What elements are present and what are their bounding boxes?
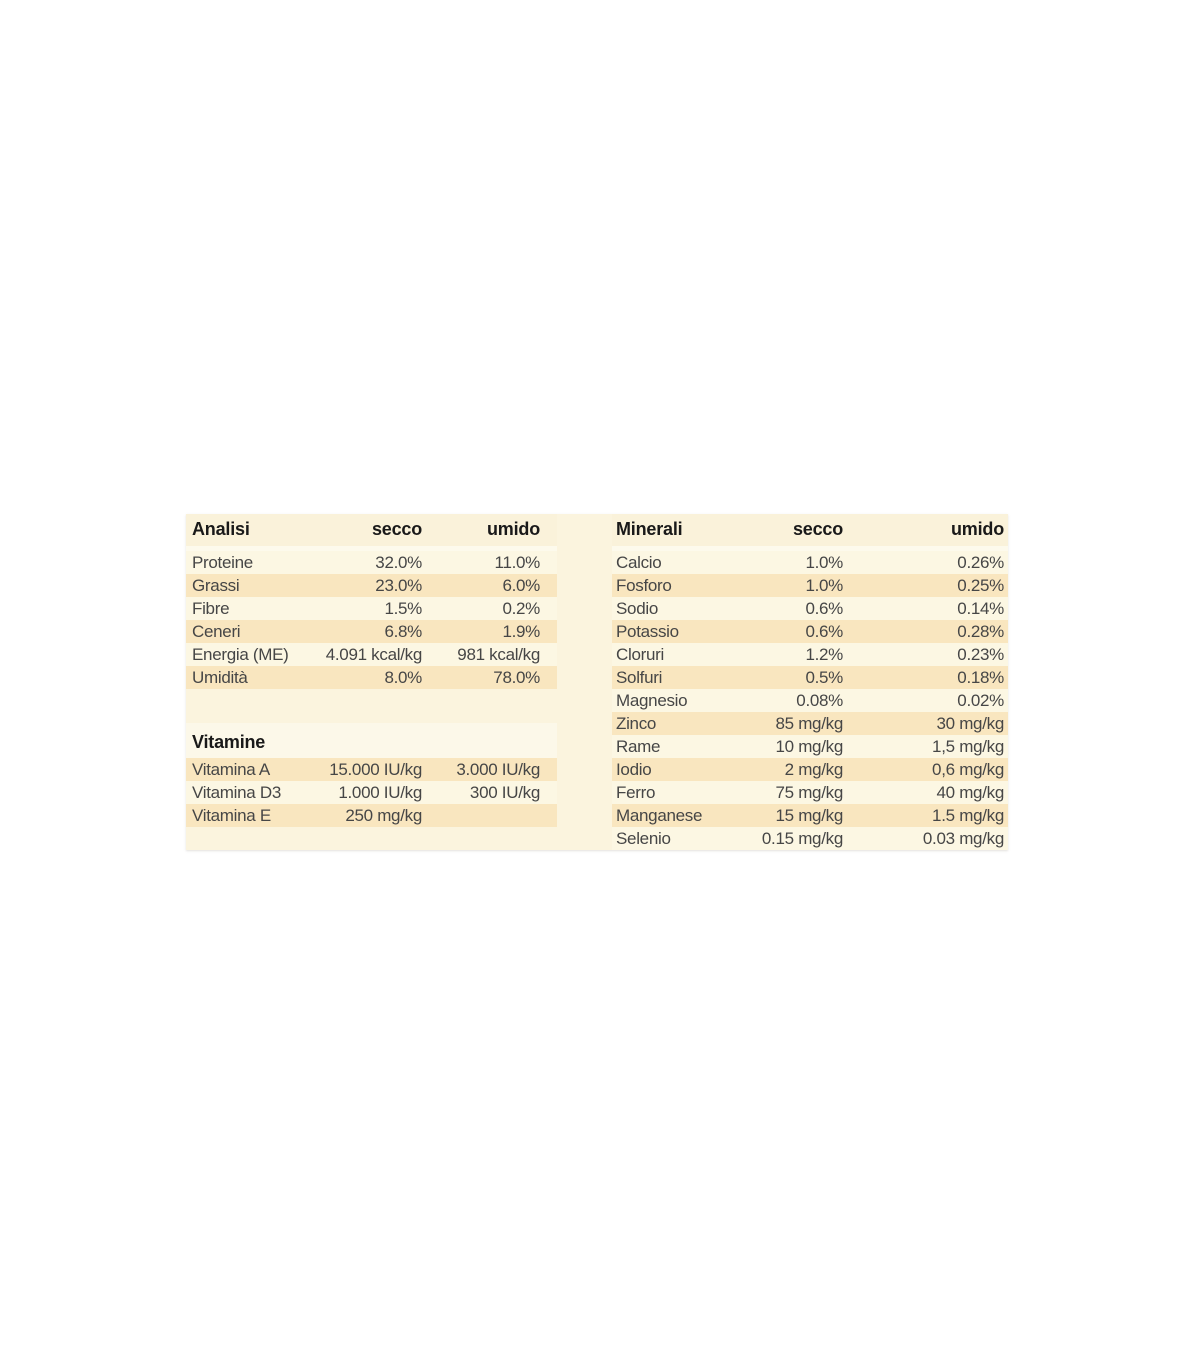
row-label: Cloruri <box>616 645 664 664</box>
umido-value: 0.2% <box>502 599 540 618</box>
umido-value: 40 mg/kg <box>936 783 1004 802</box>
umido-value: 1.9% <box>502 622 540 641</box>
umido-value: 300 IU/kg <box>469 783 540 802</box>
umido-value: 0.14% <box>957 599 1004 618</box>
row-energia <box>186 643 557 666</box>
secco-value: 2 mg/kg <box>784 760 843 779</box>
secco-value: 0.08% <box>796 691 843 710</box>
secco-value: 6.8% <box>384 622 422 641</box>
row-manganese <box>612 804 1008 827</box>
row-iodio <box>612 758 1008 781</box>
secco-value: 75 mg/kg <box>775 783 843 802</box>
secco-value: 4.091 kcal/kg <box>325 645 422 664</box>
row-label: Sodio <box>616 599 658 618</box>
analisi-header-row <box>186 514 557 551</box>
umido-value: 1,5 mg/kg <box>932 737 1004 756</box>
row-label: Iodio <box>616 760 652 779</box>
umido-value: 0.26% <box>957 553 1004 572</box>
secco-value: 0.5% <box>805 668 843 687</box>
row-vitamina-e <box>186 804 557 827</box>
row-cloruri <box>612 643 1008 666</box>
column-header-secco: secco <box>371 519 422 539</box>
row-ceneri <box>186 620 557 643</box>
row-magnesio <box>612 689 1008 712</box>
umido-value: 0.28% <box>957 622 1004 641</box>
umido-value: 30 mg/kg <box>936 714 1004 733</box>
bottom-filler <box>186 827 557 850</box>
umido-value: 1.5 mg/kg <box>932 806 1004 825</box>
row-label: Magnesio <box>616 691 688 710</box>
secco-value: 1.5% <box>384 599 422 618</box>
secco-value: 15.000 IU/kg <box>329 760 422 779</box>
vitamine-heading: Vitamine <box>186 723 557 758</box>
column-header-umido: umido <box>487 519 540 539</box>
secco-value: 8.0% <box>384 668 422 687</box>
row-label: Rame <box>616 737 661 756</box>
row-label: Selenio <box>616 829 671 848</box>
row-proteine <box>186 551 557 574</box>
minerali-title: Minerali <box>616 519 683 539</box>
secco-value: 15 mg/kg <box>775 806 843 825</box>
row-label: Grassi <box>192 576 240 595</box>
secco-value: 0.6% <box>805 599 843 618</box>
secco-value: 250 mg/kg <box>345 806 422 825</box>
analisi-title: Analisi <box>192 519 250 539</box>
secco-value: 1.000 IU/kg <box>338 783 422 802</box>
secco-value: 32.0% <box>375 553 422 572</box>
row-label: Calcio <box>616 553 662 572</box>
row-fosforo <box>612 574 1008 597</box>
minerali-table <box>612 514 1008 850</box>
row-label: Potassio <box>616 622 679 641</box>
umido-value: 0.02% <box>957 691 1004 710</box>
secco-value: 1.0% <box>805 553 843 572</box>
secco-value: 1.0% <box>805 576 843 595</box>
row-label: Vitamina E <box>192 806 271 825</box>
secco-value: 85 mg/kg <box>775 714 843 733</box>
umido-value: 6.0% <box>502 576 540 595</box>
row-label: Energia (ME) <box>192 645 289 664</box>
umido-value: 0.25% <box>957 576 1004 595</box>
row-grassi <box>186 574 557 597</box>
column-header-secco: secco <box>792 519 843 539</box>
umido-value: 0.18% <box>957 668 1004 687</box>
umido-value <box>422 804 540 827</box>
umido-value: 3.000 IU/kg <box>456 760 540 779</box>
row-label: Vitamina D3 <box>192 783 281 802</box>
row-selenio <box>612 827 1008 850</box>
column-header-umido: umido <box>951 519 1004 539</box>
secco-value: 1.2% <box>805 645 843 664</box>
umido-value: 0,6 mg/kg <box>932 760 1004 779</box>
umido-value: 0.03 mg/kg <box>922 829 1004 848</box>
row-label: Ceneri <box>192 622 241 641</box>
row-vitamina-d3 <box>186 781 557 804</box>
row-label: Manganese <box>616 806 703 825</box>
row-label: Fosforo <box>616 576 672 595</box>
secco-value: 0.15 mg/kg <box>761 829 843 848</box>
secco-value: 23.0% <box>375 576 422 595</box>
row-sodio <box>612 597 1008 620</box>
row-umidita <box>186 666 557 689</box>
row-calcio <box>612 551 1008 574</box>
row-label: Solfuri <box>616 668 663 687</box>
umido-value: 11.0% <box>494 553 540 572</box>
row-label: Umidità <box>192 668 248 687</box>
row-fibre <box>186 597 557 620</box>
row-rame <box>612 735 1008 758</box>
umido-value: 981 kcal/kg <box>457 645 540 664</box>
umido-value: 78.0% <box>493 668 540 687</box>
row-label: Zinco <box>616 714 657 733</box>
row-label: Proteine <box>192 553 253 572</box>
row-potassio <box>612 620 1008 643</box>
vitamine-spacer <box>186 689 557 723</box>
analisi-table <box>186 514 557 850</box>
row-label: Ferro <box>616 783 656 802</box>
minerali-header-row <box>612 514 1008 551</box>
nutrition-table-block <box>186 514 1008 850</box>
row-zinco <box>612 712 1008 735</box>
row-vitamina-a <box>186 758 557 781</box>
row-label: Vitamina A <box>192 760 270 779</box>
row-label: Fibre <box>192 599 230 618</box>
umido-value: 0.23% <box>957 645 1004 664</box>
row-ferro <box>612 781 1008 804</box>
row-solfuri <box>612 666 1008 689</box>
secco-value: 10 mg/kg <box>775 737 843 756</box>
secco-value: 0.6% <box>805 622 843 641</box>
